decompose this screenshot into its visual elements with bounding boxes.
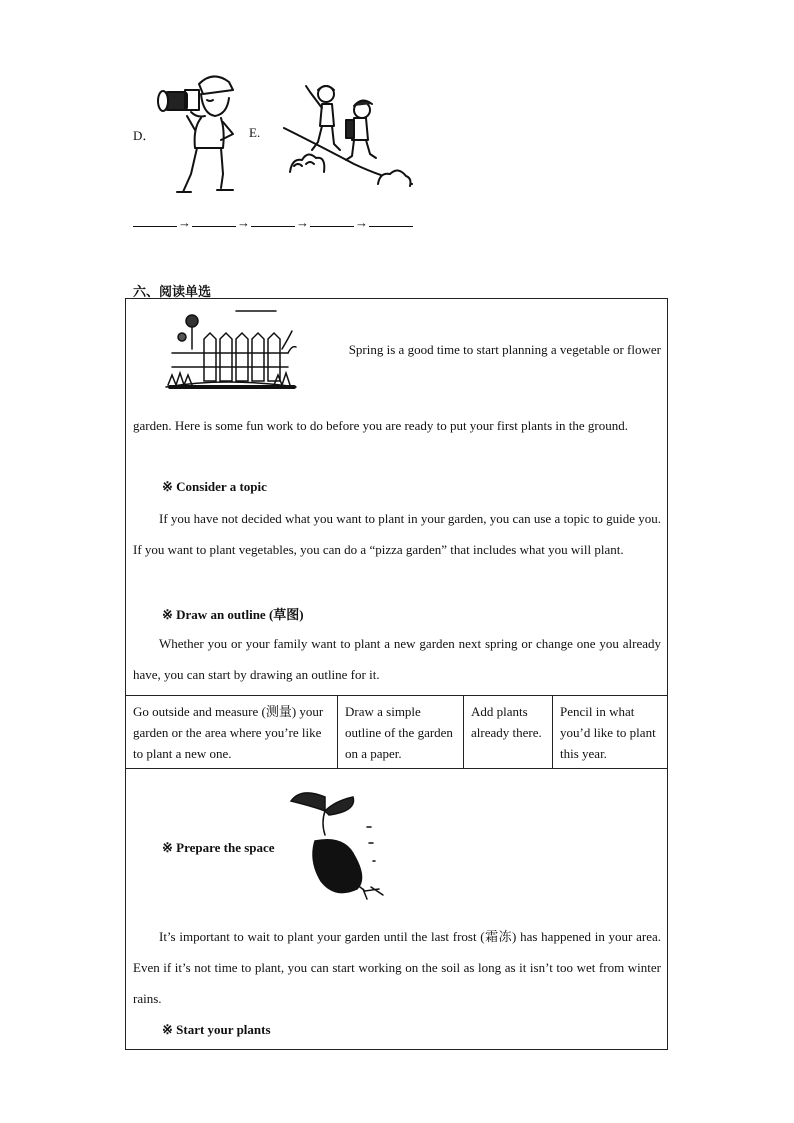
answer-blank-1[interactable] — [133, 214, 177, 227]
sequence-answer-line[interactable] — [133, 214, 413, 231]
heading-prepare-space: ※ Prepare the space — [162, 840, 275, 855]
hikers-icon — [282, 80, 416, 188]
heading-draw-outline: ※ Draw an outline (草图) — [162, 607, 304, 622]
answer-blank-5[interactable] — [369, 214, 413, 227]
heading-start-plants: ※ Start your plants — [162, 1022, 271, 1037]
table-bottom-border — [126, 768, 667, 769]
step-cell-4: Pencil in what you’d like to plant this year. — [560, 704, 656, 761]
reading-passage-frame — [125, 298, 668, 1050]
paragraph-prepare-space — [133, 921, 661, 1014]
option-d-label: D． — [133, 128, 156, 143]
section-title: 六、阅读单选 — [133, 284, 212, 299]
garden-fence-icon — [164, 309, 299, 391]
table-divider-2 — [463, 695, 464, 768]
step-cell-1: Go outside and measure (测量) your garden or the area where you’re like to plant a new one. — [133, 704, 324, 761]
seed-sprout-icon — [289, 787, 389, 905]
table-top-border — [126, 695, 667, 696]
answer-blank-4[interactable] — [310, 214, 354, 227]
paragraph-draw-outline-text: Whether you or your family want to plant a new garden next spring or change one you already have, you can start by drawing an outline for it. — [133, 636, 661, 682]
table-divider-1 — [337, 695, 338, 768]
answer-blank-3[interactable] — [251, 214, 295, 227]
table-divider-3 — [552, 695, 553, 768]
photographer-icon — [155, 70, 240, 198]
paragraph-consider-topic-text: If you have not decided what you want to plant in your garden, you can use a topic to guide you. If you want to plant vegetables, you can do a “pizza garden” that includes what you will plant. — [133, 511, 661, 557]
arrow-1: → — [178, 215, 191, 230]
arrow-3: → — [296, 215, 309, 230]
arrow-4: → — [355, 215, 368, 230]
paragraph-draw-outline — [133, 628, 661, 690]
step-cell-3: Add plants already there. — [471, 704, 542, 740]
arrow-2: → — [237, 215, 250, 230]
option-e-label: E. — [249, 125, 261, 140]
heading-consider-topic: ※ Consider a topic — [162, 479, 267, 494]
paragraph-consider-topic — [133, 503, 661, 565]
paragraph-prepare-space-text: It’s important to wait to plant your garden until the last frost (霜冻) has happened in your area. Even if it’s not time to plant, you can start working on the soil as long as it isn’t too wet from winter rains. — [133, 929, 661, 1006]
intro-rest: garden. Here is some fun work to do before you are ready to put your first plants in the ground. — [133, 418, 628, 433]
step-cell-2: Draw a simple outline of the garden on a paper. — [345, 704, 453, 761]
answer-blank-2[interactable] — [192, 214, 236, 227]
intro-first-line: Spring is a good time to start planning a vegetable or flower — [348, 342, 661, 357]
